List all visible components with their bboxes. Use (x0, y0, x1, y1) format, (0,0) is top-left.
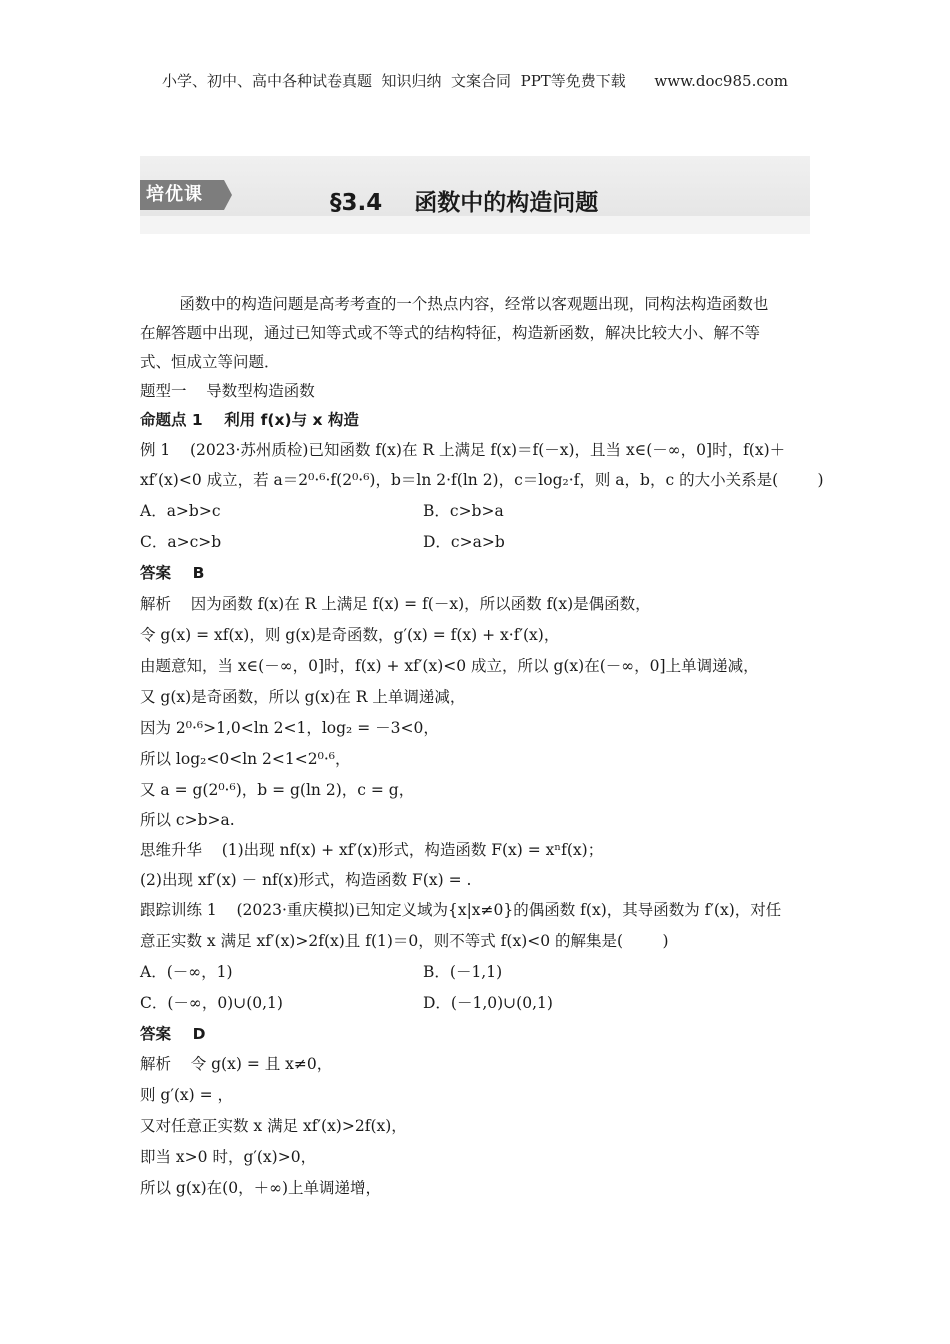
option-a: A．(－∞，1) (140, 963, 233, 981)
section-type: 题型一 导数型构造函数 (140, 382, 315, 400)
solution-line: 解析 因为函数 f(x)在 R 上满足 f(x) = f(－x)，所以函数 f(x)是偶函数， (140, 595, 651, 613)
solution-line: 即当 x>0 时，g′(x)>0， (140, 1148, 317, 1166)
answer: 答案 D (140, 1025, 206, 1043)
solution-line: 解析 令 g(x) = 且 x≠0， (140, 1055, 333, 1073)
option-b: B．c>b>a (423, 502, 504, 520)
solution-line: 所以 log₂<0<ln 2<1<2⁰·⁶， (140, 750, 351, 768)
section-point: 命题点 1 利用 f(x)与 x 构造 (140, 411, 359, 429)
title-bar-bottom (140, 216, 810, 234)
option-c: C．a>c>b (140, 533, 222, 551)
intro-line: 式、恒成立等问题． (140, 353, 280, 371)
option-c: C．(－∞，0)∪(0,1) (140, 994, 283, 1012)
option-d: D．c>a>b (423, 533, 505, 551)
intro-line: 函数中的构造问题是高考考查的一个热点内容，经常以客观题出现，同构法构造函数也 (140, 295, 769, 313)
solution-line: 所以 g(x)在(0，＋∞)上单调递增， (140, 1179, 382, 1197)
solution-line: 又 g(x)是奇函数，所以 g(x)在 R 上单调递减， (140, 688, 466, 706)
solution-line: 由题意知，当 x∈(－∞，0]时，f(x) + xf′(x)<0 成立，所以 g(x)在(－∞，0]上单调递减， (140, 657, 759, 675)
option-d: D．(－1,0)∪(0,1) (423, 994, 553, 1012)
thinking-line: (2)出现 xf′(x) － nf(x)形式，构造函数 F(x) = . (140, 871, 472, 889)
option-b: B．(－1,1) (423, 963, 503, 981)
solution-line: 令 g(x) = xf(x)，则 g(x)是奇函数，g′(x) = f(x) + x·f′(x)， (140, 626, 560, 644)
solution-line: 则 g′(x) = ， (140, 1086, 234, 1104)
page-title: §3.4 函数中的构造问题 (330, 190, 599, 216)
answer: 答案 B (140, 564, 205, 582)
solution-line: 又 a = g(2⁰·⁶)，b = g(ln 2)，c = g， (140, 781, 415, 799)
page-header: 小学、初中、高中各种试卷真题 知识归纳 文案合同 PPT等免费下载 www.doc985.com (161, 72, 788, 90)
example-line: 例 1 (2023·苏州质检)已知函数 f(x)在 R 上满足 f(x)＝f(－x)，且当 x∈(－∞，0]时，f(x)＋ (140, 441, 786, 459)
option-a: A．a>b>c (140, 502, 221, 520)
solution-line: 所以 c>b>a. (140, 811, 235, 829)
solution-line: 又对任意正实数 x 满足 xf′(x)>2f(x)， (140, 1117, 407, 1135)
intro-line: 在解答题中出现，通过已知等式或不等式的结构特征，构造新函数，解决比较大小、解不等 (140, 324, 761, 342)
training-line: 意正实数 x 满足 xf′(x)>2f(x)且 f(1)＝0，则不等式 f(x)<0 的解集是( ) (140, 932, 669, 950)
example-line: xf′(x)<0 成立，若 a＝2⁰·⁶·f(2⁰·⁶)，b＝ln 2·f(ln 2)，c＝log₂·f，则 a，b，c 的大小关系是( ) (140, 471, 824, 489)
solution-line: 因为 2⁰·⁶>1,0<ln 2<1，log₂ = －3<0， (140, 719, 439, 737)
lesson-badge: 培优课 (140, 180, 224, 210)
lesson-badge-tip (224, 180, 232, 210)
thinking-line: 思维升华 (1)出现 nf(x) + xf′(x)形式，构造函数 F(x) = xⁿf(x)； (140, 841, 604, 859)
training-line: 跟踪训练 1 (2023·重庆模拟)已知定义域为{x|x≠0}的偶函数 f(x)，其导函数为 f′(x)，对任 (140, 901, 782, 919)
